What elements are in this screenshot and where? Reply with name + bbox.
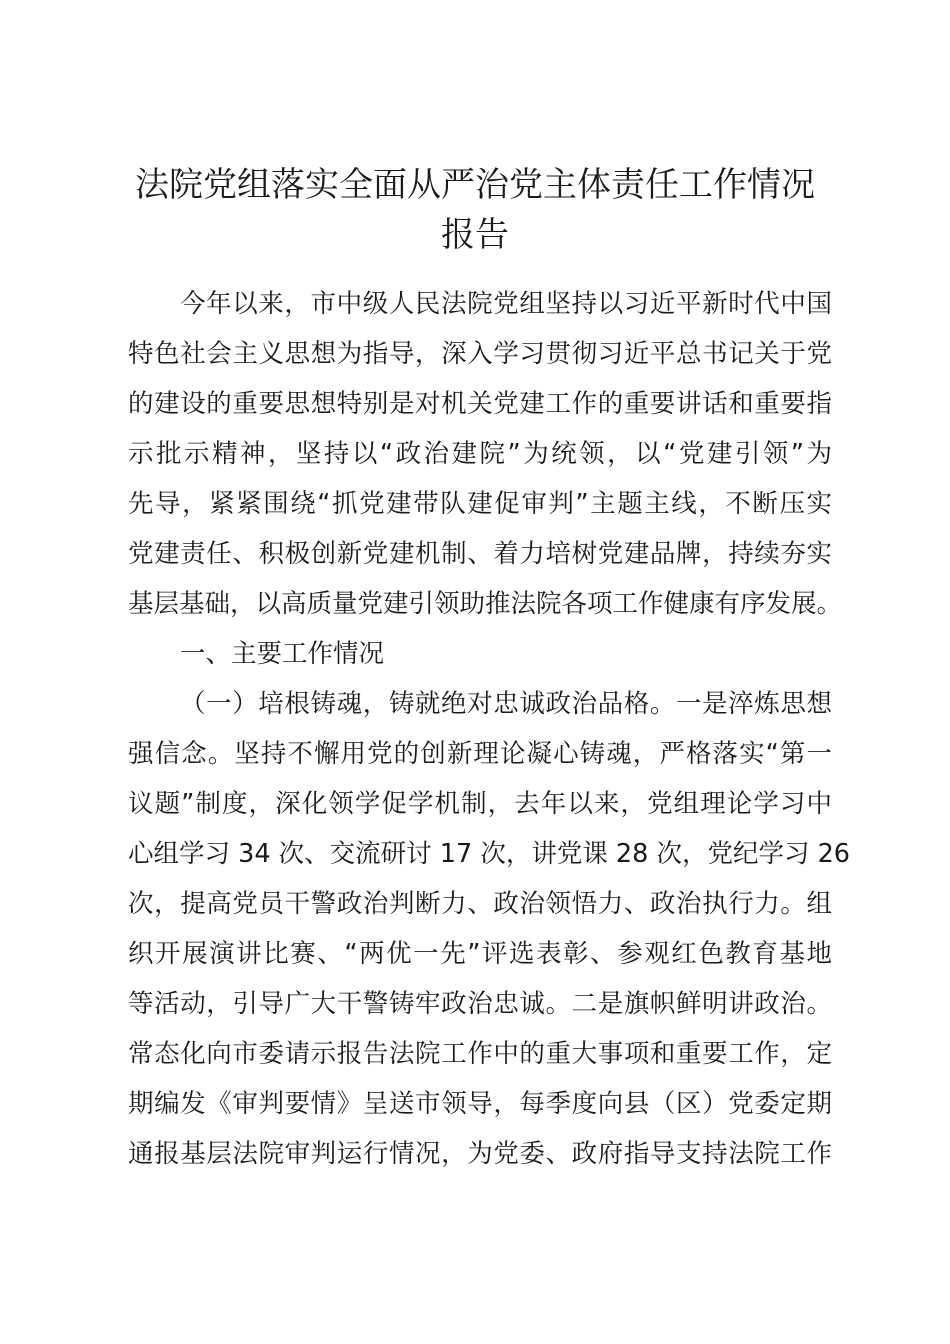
- title-line: 报告: [441, 215, 509, 255]
- text-line: 今年以来，市中级人民法院党组坚持以习近平新时代中国: [180, 289, 832, 319]
- text-line: 等活动，引导广大干警铸牢政治忠诚。二是旗帜鲜明讲政治。: [128, 989, 832, 1019]
- text-line: 心组学习 34 次、交流研讨 17 次，讲党课 28 次，党纪学习 26: [128, 839, 851, 869]
- text-line: 的建设的重要思想特别是对机关党建工作的重要讲话和重要指: [128, 389, 832, 419]
- text-line: 强信念。坚持不懈用党的创新理论凝心铸魂，严格落实“第一: [128, 739, 832, 769]
- text-line: 党建责任、积极创新党建机制、着力培树党建品牌，持续夯实: [128, 539, 832, 569]
- document-body: [128, 279, 851, 1179]
- text-line: 议题”制度，深化领学促学机制，去年以来，党组理论学习中: [128, 789, 832, 819]
- paragraph-intro: [128, 279, 843, 629]
- document-title: [120, 160, 830, 260]
- text-line: 示批示精神，坚持以“政治建院”为统领，以“党建引领”为: [128, 439, 832, 469]
- text-line: 常态化向市委请示报告法院工作中的重大事项和重要工作，定: [128, 1039, 832, 1069]
- text-line: 织开展演讲比赛、“两优一先”评选表彰、参观红色教育基地: [128, 939, 832, 969]
- section-heading: [128, 629, 832, 679]
- paragraph-section1: [128, 679, 851, 1179]
- text-line: （一）培根铸魂，铸就绝对忠诚政治品格。一是淬炼思想: [180, 689, 832, 719]
- text-line: 特色社会主义思想为指导，深入学习贯彻习近平总书记关于党: [128, 339, 832, 369]
- text-line: 通报基层法院审判运行情况，为党委、政府指导支持法院工作: [128, 1139, 832, 1169]
- title-line: 法院党组落实全面从严治党主体责任工作情况: [135, 165, 815, 205]
- text-line: 期编发《审判要情》呈送市领导，每季度向县（区）党委定期: [128, 1089, 832, 1119]
- text-line: 一、主要工作情况: [180, 639, 385, 669]
- text-line: 基层基础，以高质量党建引领助推法院各项工作健康有序发展。: [128, 589, 843, 619]
- text-line: 次，提高党员干警政治判断力、政治领悟力、政治执行力。组: [128, 889, 832, 919]
- text-line: 先导，紧紧围绕“抓党建带队建促审判”主题主线，不断压实: [128, 489, 832, 519]
